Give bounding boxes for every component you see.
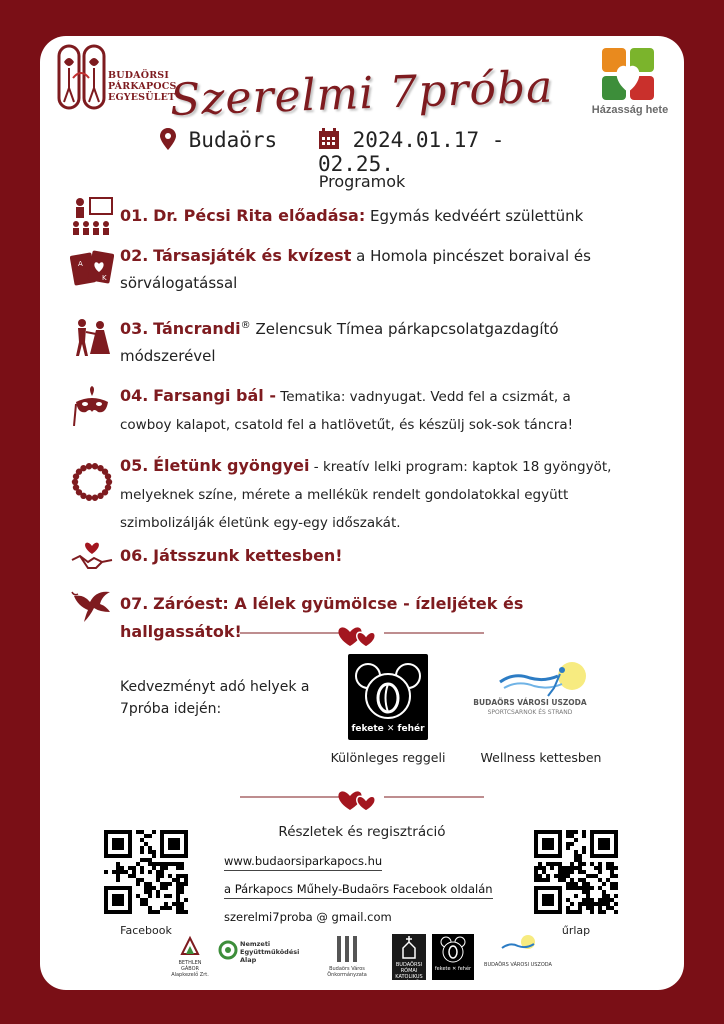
pearl-bead [80,465,86,471]
coffee-bear-icon [438,934,468,964]
partner-caption: Házasság hete [591,104,669,116]
location-text: Budaörs [188,128,278,152]
program-title: Játsszunk kettesben! [153,546,343,565]
program-title: Táncrandi [153,319,241,338]
facebook-link[interactable]: a Párkapocs Műhely-Budaörs Facebook oldalán [224,882,493,899]
uszoda-sponsor-logo [480,934,556,980]
program-title: Záróest: A lélek gyümölcse - ízleljétek és hallgassátok! [120,594,524,641]
pearl-necklace-icon [70,462,114,502]
city-text: Budaörs Város Önkormányzata [327,966,367,978]
program-title: Dr. Pécsi Rita előadása: [153,206,366,225]
pearl-bead [92,463,98,469]
pearl-bead [72,479,78,485]
program-title: Életünk gyöngyei [153,456,310,475]
pearl-bead [106,479,112,485]
qr-right-caption: űrlap [561,924,591,937]
discount-label-line2: 7próba idején: [120,701,222,717]
details-heading: Részletek és regisztráció [278,824,446,840]
location [160,128,277,152]
program-description: a Homola pincészet boraival és [351,247,591,265]
city-logo [320,934,374,980]
program-description-cont: cowboy kalapot, csatold fel a hatlövetűt, és készülj sok-sok táncra! [120,417,574,433]
hazassag-hete-emblem-icon [600,46,656,102]
pearl-bead [92,495,98,501]
program-number: 01. [120,206,149,225]
city-emblem-icon [334,934,360,964]
nea-emblem-icon [218,940,238,960]
map-pin-icon [160,128,176,150]
calendar-icon [318,128,340,150]
program-description-cont: melyeknek színe, mérete a mellékük rendelt gondolatokkal együtt [120,487,569,503]
programs-heading: Programok [318,172,406,191]
discount-label-line1: Kedvezményt adó helyek a [120,679,310,695]
svg-text:A: A [78,260,83,268]
program-number: 06. [120,546,149,565]
nea-line3: Alap [240,956,257,964]
program-number: 04. [120,386,149,405]
parkapocs-emblem-icon [56,44,108,110]
email-address[interactable]: szerelmi7proba @ gmail.com [224,910,392,924]
heart-divider-icon [240,782,484,812]
program-description: Zelencsuk Tímea párkapcsolatgazdagító [250,320,559,338]
nea-line2: Együttműködési [240,948,300,956]
fekete-feher-sponsor-logo [432,934,474,980]
sponsor-logos [170,934,560,984]
qr-left-caption: Facebook [120,924,172,937]
playing-cards-icon [70,248,114,288]
uszoda-logo-line2: SPORTCSARNOK ÉS STRAND [487,709,573,716]
page-title: Szerelmi 7próba [169,61,555,126]
hazassag-hete-logo [588,46,678,126]
program-title: Társasjáték és kvízest [153,246,352,265]
fekete-feher-logo-text: fekete ✕ fehér [351,724,425,734]
website-link[interactable]: www.budaorsiparkapocs.hu [224,854,382,871]
form-qr-code[interactable] [534,830,618,914]
pearl-bead [105,473,111,479]
church-text: BUDAÖRSI RÓMAI KATOLIKUS EGYHÁZKÖZSÉG [392,962,434,986]
handshake-heart-icon [70,534,114,574]
date-text: 2024.01.17 - 02.25. [318,128,505,176]
program-number: 02. [120,246,149,265]
fekete-sponsor-text: fekete ✕ fehér [434,966,472,972]
dancing-couple-icon [70,318,114,358]
bethlen-logo [170,934,210,980]
parkapocs-logo [56,44,176,114]
program-description: Egymás kedvéért születtünk [365,207,584,225]
program-number: 03. [120,319,149,338]
heart-divider-icon [240,618,484,648]
discount-place1-caption: Különleges reggeli [330,750,446,765]
coffee-bear-icon [348,654,428,724]
church-icon [399,934,419,960]
program-number: 07. [120,594,149,613]
discount-label [120,676,320,720]
church-logo [392,934,434,986]
nea-logo [218,934,300,980]
carnival-mask-icon [70,386,114,426]
program-description: - kreatív lelki program: kaptok 18 gyöngyöt, [309,459,612,475]
uszoda-logo-line1: BUDAÖRS VÁROSI USZODA [473,698,587,707]
date-range [318,128,580,176]
program-description-cont: módszerével [120,347,216,365]
org-name-line2: PÁRKAPOCS [108,81,177,92]
program-number: 05. [120,456,149,475]
location-date-line [160,128,580,176]
swimmer-icon [498,934,538,960]
poster-card [40,36,684,990]
nea-line1: Nemzeti [240,940,271,948]
facebook-qr-code[interactable] [104,830,188,914]
registered-mark: ® [240,320,251,331]
pearl-bead [86,495,92,501]
discount-place2-caption: Wellness kettesben [480,750,602,765]
org-name-line1: BUDAÖRSI [108,70,169,81]
bethlen-text: BETHLEN GÁBOR [178,960,202,972]
dove-icon [70,586,114,626]
program-description: Tematika: vadnyugat. Vedd fel a csizmát, a [275,389,571,405]
pearl-bead [97,493,103,499]
uszoda-logo [460,656,600,740]
fekete-feher-logo [348,654,428,740]
bethlen-subtext: Alapkezelő Zrt. [171,972,209,978]
program-description-cont2: szimbolizálják életünk egy-egy időszakát. [120,515,401,531]
bethlen-emblem-icon [178,934,202,958]
svg-text:K: K [102,274,107,282]
presentation-icon [70,196,114,236]
uszoda-sponsor-text: BUDAÖRS VÁROSI USZODA [484,962,552,968]
program-title: Farsangi bál - [153,386,276,405]
program-description-cont: sörválogatással [120,274,238,292]
org-name-line3: EGYESÜLET [108,92,176,103]
pearl-bead [73,484,79,490]
pearl-bead [86,463,92,469]
